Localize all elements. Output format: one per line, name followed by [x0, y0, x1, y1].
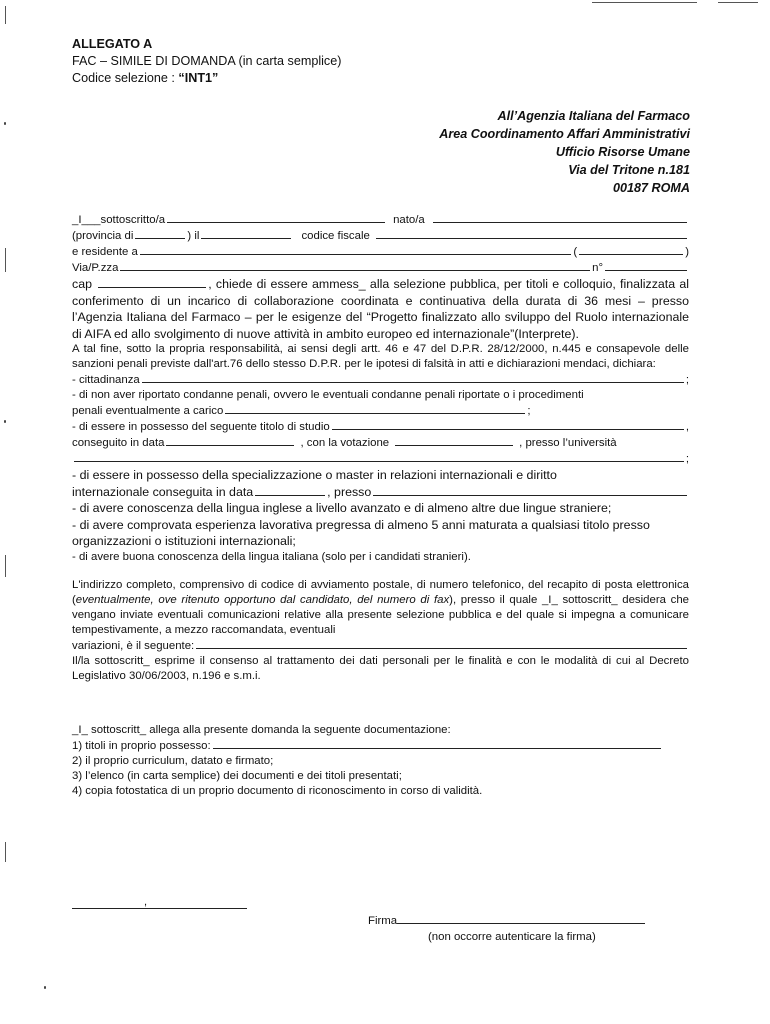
- province-blank: [135, 228, 185, 239]
- tax-code-blank: [376, 228, 687, 239]
- contact-paragraph: L'indirizzo completo, comprensivo di codice di avviamento postale, di numero telefonico, del recapito di posta elettronica (eventualmente, ove ritenuto opportuno dal candidato, del numero di fax), presso il quale _I_ sottoscritt_ desidera che vengano inviate eventuali comunicazioni relative alla presente selezione pubblica e del quale si impegna a comunicare tempestivamente, a mezzo raccomandata, eventuali: [72, 578, 689, 636]
- contact-address-blank: [196, 638, 687, 649]
- scan-mark: [5, 6, 6, 24]
- birthplace-blank: [433, 212, 687, 223]
- address-line: Via del Tritone n.181: [568, 163, 690, 177]
- scan-mark: [592, 2, 697, 3]
- signature-note: (non occorre autenticare la firma): [428, 931, 596, 943]
- birthdate-blank: [201, 228, 291, 239]
- specialization-details-row: internazionale conseguita in data , presso: [72, 484, 689, 501]
- language-declaration: - di avere conoscenza della lingua inglese a livello avanzato e di almeno altre due lingue straniere;: [72, 501, 612, 515]
- recipient-address: [439, 107, 690, 197]
- scan-speck: [4, 420, 6, 423]
- citizenship-row: - cittadinanza ;: [72, 374, 689, 386]
- province-row: (provincia di ) il codice fiscale: [72, 228, 689, 244]
- scan-speck: [44, 986, 46, 989]
- street-blank: [120, 260, 590, 271]
- form-body: [72, 212, 689, 799]
- attachment-item: 4) copia fotostatica di un proprio documento di riconoscimento in corso di validità.: [72, 784, 483, 797]
- place-date-blank: [72, 908, 247, 909]
- address-line: Area Coordinamento Affari Amministrativi: [439, 127, 690, 141]
- attachment-item: 1) titoli in proprio possesso:: [72, 738, 689, 754]
- signature-blank: [397, 913, 645, 924]
- name-blank: [167, 212, 385, 223]
- attachment-item: 3) l’elenco (in carta semplice) dei documenti e dei titoli presentati;: [72, 769, 402, 782]
- citizenship-blank: [142, 372, 684, 383]
- contact-address-row: variazioni, è il seguente:: [72, 638, 689, 654]
- applicant-name-row: _I___sottoscritto/a nato/a: [72, 212, 689, 228]
- university-blank: [74, 451, 684, 462]
- experience-declaration: - di avere comprovata esperienza lavorativa pregressa di almeno 5 anni maturata a qualsiasi titolo presso organizzazioni o istituzioni internazionali;: [72, 517, 650, 548]
- residence-row: e residente a ( ): [72, 246, 689, 258]
- form-subtitle: FAC – SIMILE DI DOMANDA (in carta semplice): [72, 54, 342, 68]
- address-line: All’Agenzia Italiana del Farmaco: [497, 109, 690, 123]
- charges-blank: [225, 403, 525, 414]
- specialization-institute-blank: [373, 485, 687, 496]
- street-number-blank: [605, 260, 687, 271]
- request-paragraph: cap , chiede di essere ammess_ alla selezione pubblica, per titoli e colloquio, finalizzata al conferimento di un incarico di collaborazione coordinata e continuativa della durata di 36 mesi – presso l’Agenzia Italiana del Farmaco – per le esigenze del “Progetto finalizzato allo sviluppo del Ruolo internazionale di AIFA ed allo svolgimento di nuove attività in ambito europeo ed internazionale”(Interprete).: [72, 277, 689, 341]
- degree-row: - di essere in possesso del seguente titolo di studio ,: [72, 421, 689, 433]
- scan-mark: [718, 2, 758, 3]
- degree-blank: [332, 419, 684, 430]
- place-date-separator: ,: [144, 896, 148, 908]
- residence-blank: [140, 244, 572, 255]
- address-line: Ufficio Risorse Umane: [555, 145, 690, 159]
- address-line: 00187 ROMA: [613, 181, 690, 195]
- scan-speck: [4, 122, 6, 125]
- responsibility-paragraph: A tal fine, sotto la propria responsabilità, ai sensi degli artt. 46 e 47 del D.P.R. 28/12/2000, n.445 e consapevole delle sanzioni penali previste dall'art.76 dello stesso D.P.R. per le ipotesi di falsità in atti e dichiarazioni mendaci, dichiara:: [72, 343, 689, 370]
- signature-field: Firma: [368, 913, 645, 927]
- residence-province-blank: [579, 244, 683, 255]
- specialization-declaration: - di essere in possesso della specializzazione o master in relazioni internazionali e diritto: [72, 468, 557, 482]
- criminal-record-declaration: - di non aver riportato condanne penali, ovvero le eventuali condanne penali riportate o i procedimenti: [72, 389, 584, 401]
- privacy-consent: Il/la sottoscritt_ esprime il consenso al trattamento dei dati personali per le finalità e con le modalità di cui al Decreto Legislativo 30/06/2003, n.196 e s.m.i.: [72, 654, 689, 682]
- annex-title: ALLEGATO A: [72, 37, 153, 51]
- specialization-date-blank: [255, 485, 325, 496]
- italian-language-declaration: - di avere buona conoscenza della lingua italiana (solo per i candidati stranieri).: [72, 550, 471, 563]
- charges-row: penali eventualmente a carico ;: [72, 405, 531, 417]
- document-header: [72, 36, 341, 87]
- scan-mark: [5, 248, 6, 272]
- titles-blank: [213, 738, 661, 749]
- attachments-intro: _I_ sottoscritt_ allega alla presente domanda la seguente documentazione:: [72, 723, 451, 736]
- degree-date-blank: [166, 435, 294, 446]
- grade-blank: [395, 435, 513, 446]
- university-row: ;: [72, 451, 689, 467]
- postcode-blank: [98, 277, 206, 288]
- selection-code: Codice selezione : “INT1”: [72, 71, 219, 85]
- scan-mark: [5, 842, 6, 862]
- street-row: Via/P.zza n°: [72, 260, 689, 276]
- degree-details-row: conseguito in data , con la votazione , presso l’università: [72, 437, 617, 449]
- scan-mark: [5, 555, 6, 577]
- attachment-item: 2) il proprio curriculum, datato e firmato;: [72, 754, 274, 767]
